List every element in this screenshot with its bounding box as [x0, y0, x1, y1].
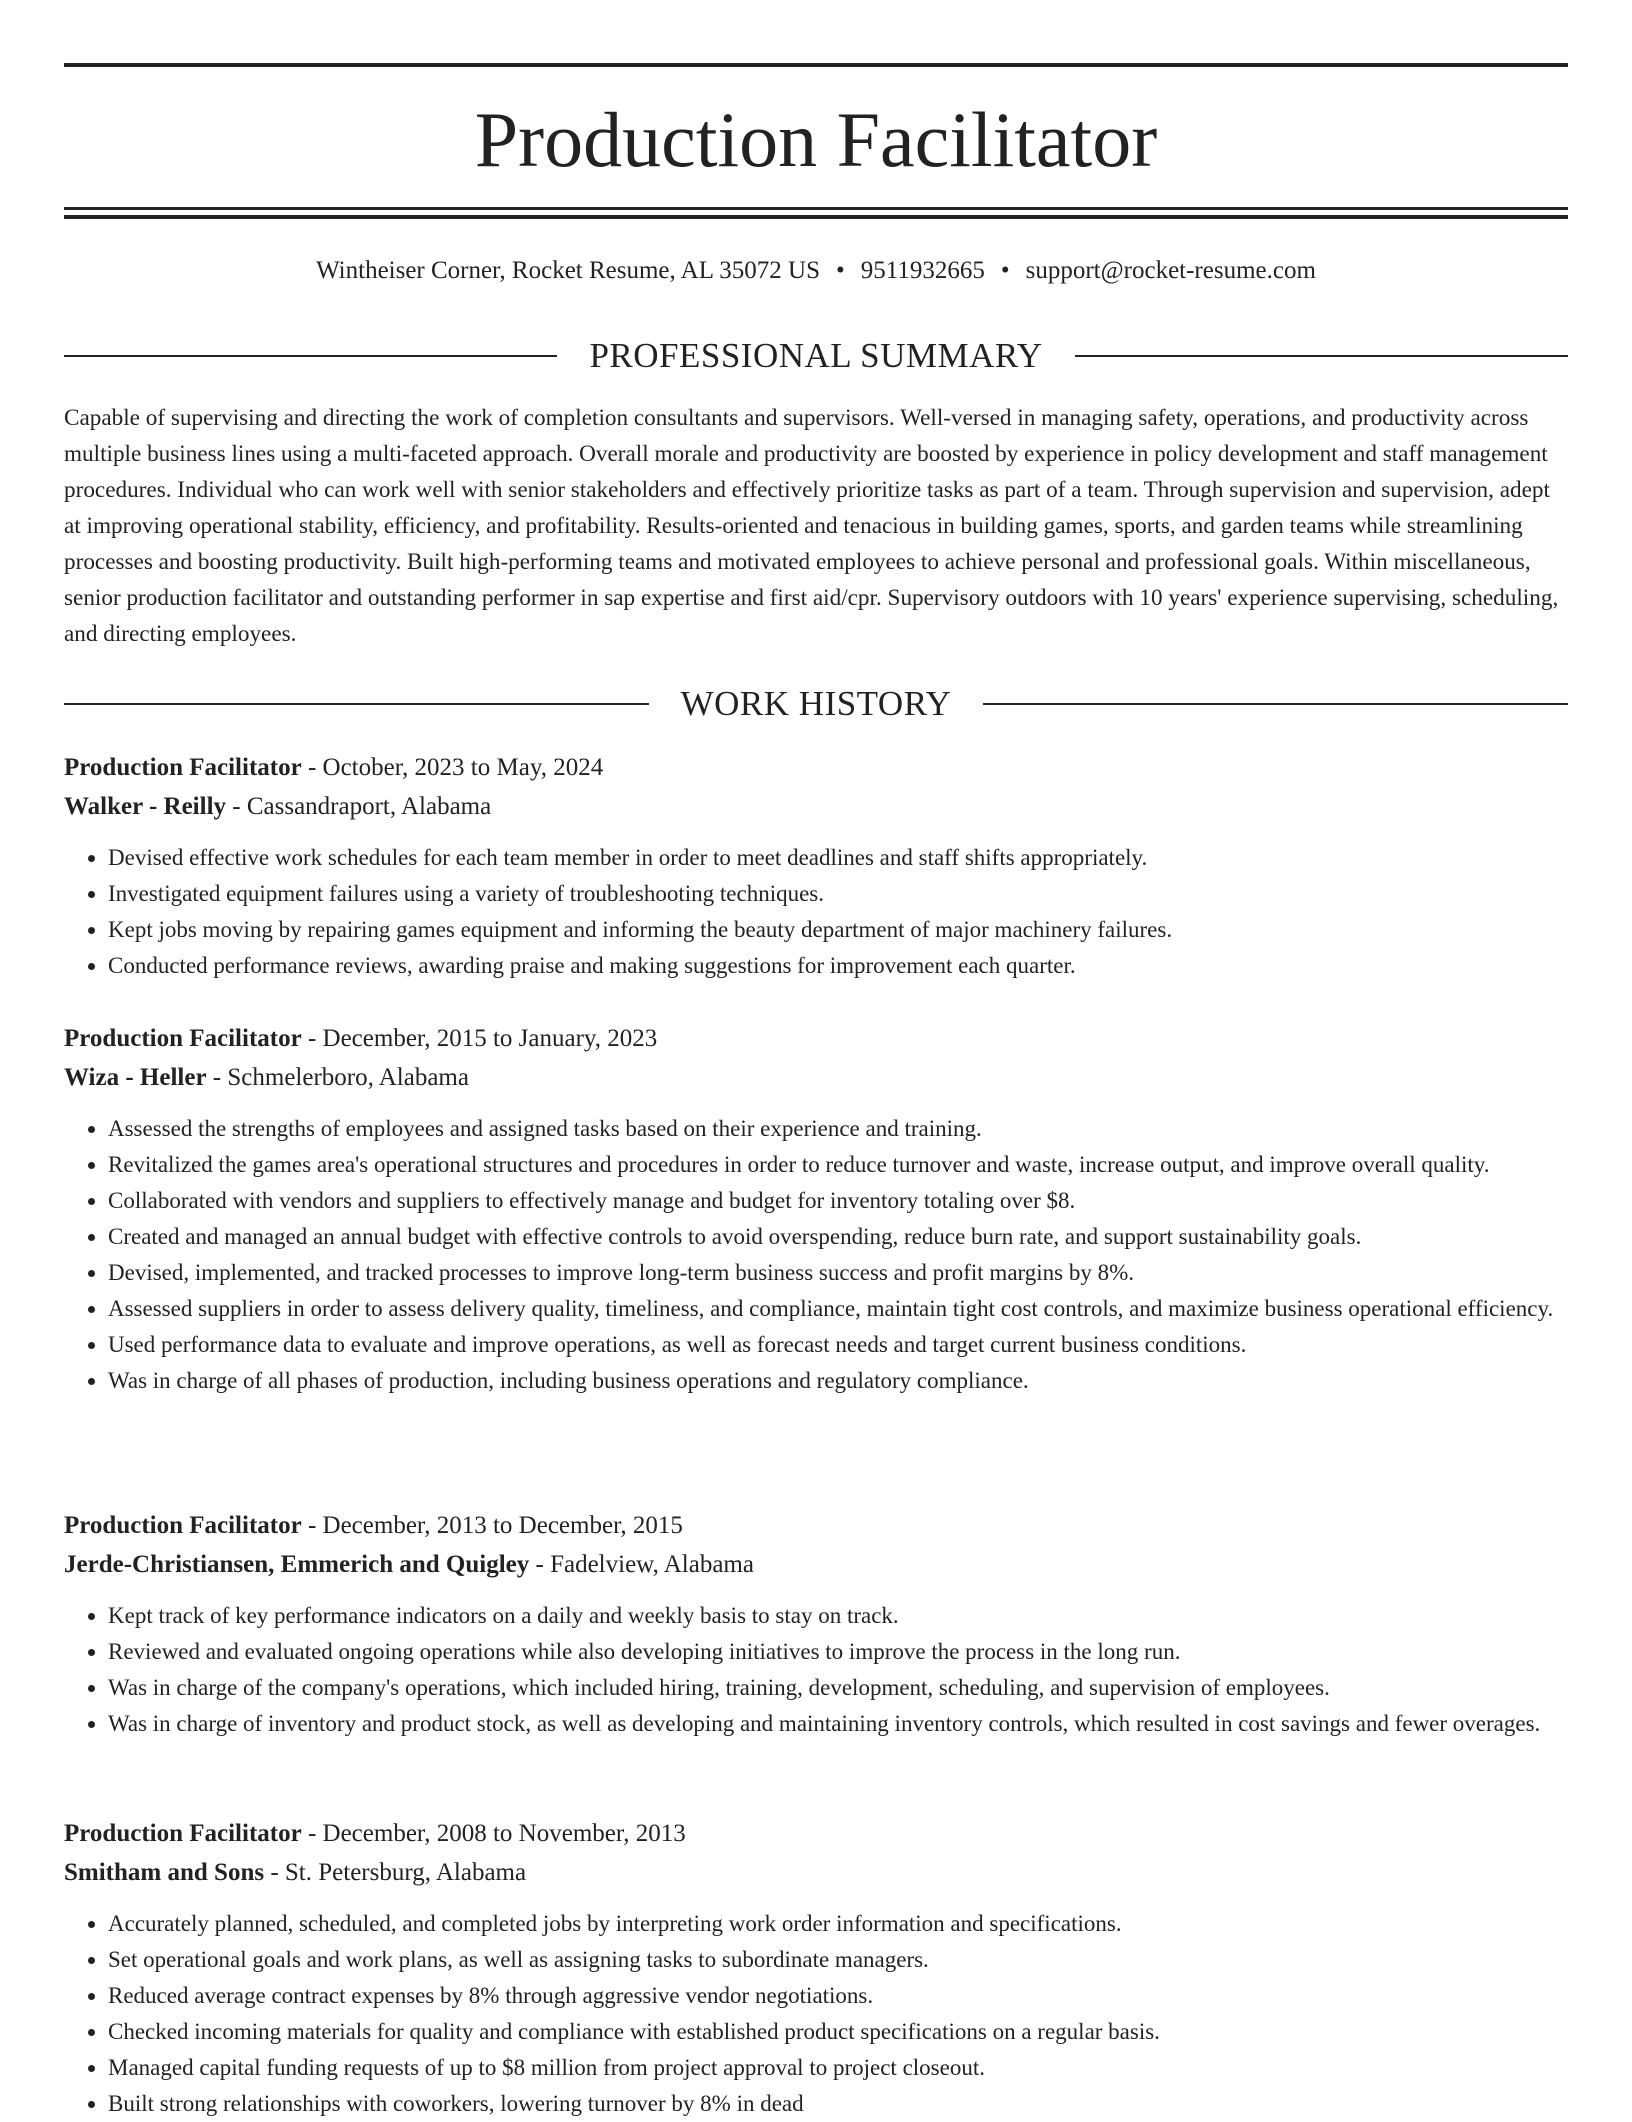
job-bullet: • Investigated equipment failures using a variety of troubleshooting techniques. [108, 876, 1568, 912]
job-role: Production Facilitator [64, 754, 302, 781]
job-location: - Fadelview, Alabama [529, 1551, 754, 1578]
job-dates: - December, 2008 to November, 2013 [301, 1820, 686, 1847]
header-rule-upper [64, 207, 1568, 210]
job-title-line [64, 1506, 1568, 1545]
job-title-line [64, 1019, 1568, 1058]
job-bullet: • Was in charge of all phases of production, including business operations and regulatory compliance. [108, 1363, 1568, 1399]
resume-name: Production Facilitator [474, 96, 1158, 183]
job-entry [64, 1506, 1568, 1742]
contact-phone: 9511932665 [860, 257, 985, 284]
job-bullet: • Reviewed and evaluated ongoing operations while also developing initiatives to improve the process in the long run. [108, 1634, 1568, 1670]
header-rule-lower [64, 215, 1568, 219]
section-rule-right [1075, 355, 1568, 357]
job-bullet: • Assessed the strengths of employees and assigned tasks based on their experience and training. [108, 1111, 1568, 1147]
job-bullets [64, 1111, 1568, 1399]
job-location: - St. Petersburg, Alabama [264, 1859, 527, 1886]
job-location: - Cassandraport, Alabama [226, 793, 492, 820]
summary-section-title: PROFESSIONAL SUMMARY [589, 336, 1043, 375]
work-history-section-header [64, 684, 1568, 724]
job-bullet: • Was in charge of the company's operations, which included hiring, training, development, scheduling, and supervision of employees. [108, 1670, 1568, 1706]
section-rule-right [983, 703, 1568, 705]
job-dates: - December, 2013 to December, 2015 [301, 1512, 683, 1539]
job-bullet: • Collaborated with vendors and suppliers to effectively manage and budget for inventory totaling over $8. [108, 1183, 1568, 1219]
job-bullets [64, 1598, 1568, 1742]
job-role: Production Facilitator [64, 1025, 302, 1052]
summary-text: Capable of supervising and directing the work of completion consultants and supervisors. Well-versed in managing safety, operations, and productivity across multiple business lines using a multi-faceted approach. Overall morale and productivity are boosted by experience in policy development and staff management procedures. Individual who can work well with senior stakeholders and effectively prioritize tasks as part of a team. Through supervision and supervision, adept at improving operational stability, efficiency, and profitability. Results-oriented and tenacious in building games, sports, and garden teams while streamlining processes and boosting productivity. Built high-performing teams and motivated employees to achieve personal and professional goals. Within miscellaneous, senior production facilitator and outstanding performer in sap expertise and first aid/cpr. Supervisory outdoors with 10 years' experience supervising, scheduling, and directing employees. [64, 405, 1559, 647]
job-entry [64, 1019, 1568, 1399]
job-company-line [64, 1058, 1568, 1097]
job-role: Production Facilitator [64, 1512, 302, 1539]
job-company-line [64, 1853, 1568, 1892]
job-bullets [64, 1906, 1568, 2122]
job-company: Smitham and Sons [64, 1859, 265, 1886]
job-bullets [64, 840, 1568, 984]
job-entry [64, 1814, 1568, 2122]
resume-page [64, 0, 1568, 2116]
job-title-line [64, 1814, 1568, 1853]
job-company: Walker - Reilly [64, 793, 227, 820]
job-company-line [64, 787, 1568, 826]
job-bullet: • Built strong relationships with coworkers, lowering turnover by 8% in dead [108, 2086, 1568, 2122]
job-role: Production Facilitator [64, 1820, 302, 1847]
job-bullet: • Devised effective work schedules for each team member in order to meet deadlines and staff shifts appropriately. [108, 840, 1568, 876]
job-location: - Schmelerboro, Alabama [206, 1064, 469, 1091]
contact-line [64, 255, 1568, 287]
job-bullet: • Assessed suppliers in order to assess delivery quality, timeliness, and compliance, maintain tight cost controls, and maximize business operational efficiency. [108, 1291, 1568, 1327]
section-rule-left [64, 355, 557, 357]
job-company-line [64, 1545, 1568, 1584]
contact-email: support@rocket-resume.com [1025, 257, 1316, 284]
section-rule-left [64, 703, 649, 705]
job-company: Wiza - Heller [64, 1064, 207, 1091]
job-bullet: • Was in charge of inventory and product stock, as well as developing and maintaining inventory controls, which resulted in cost savings and fewer overages. [108, 1706, 1568, 1742]
job-bullet: • Conducted performance reviews, awarding praise and making suggestions for improvement each quarter. [108, 948, 1568, 984]
job-bullet: • Revitalized the games area's operational structures and procedures in order to reduce turnover and waste, increase output, and improve overall quality. [108, 1147, 1568, 1183]
job-bullet: • Created and managed an annual budget with effective controls to avoid overspending, reduce burn rate, and support sustainability goals. [108, 1219, 1568, 1255]
job-title-line [64, 748, 1568, 787]
summary-section-header [64, 336, 1568, 376]
job-dates: - December, 2015 to January, 2023 [301, 1025, 658, 1052]
contact-separator: • [836, 257, 845, 284]
job-company: Jerde-Christiansen, Emmerich and Quigley [64, 1551, 530, 1578]
contact-address: Wintheiser Corner, Rocket Resume, AL 35072 US [316, 257, 821, 284]
work-history-section-title: WORK HISTORY [680, 684, 952, 723]
job-bullet: • Kept track of key performance indicators on a daily and weekly basis to stay on track. [108, 1598, 1568, 1634]
contact-separator: • [1000, 257, 1010, 284]
job-bullet: • Devised, implemented, and tracked processes to improve long-term business success and profit margins by 8%. [108, 1255, 1568, 1291]
job-bullet: • Kept jobs moving by repairing games equipment and informing the beauty department of major machinery failures. [108, 912, 1568, 948]
job-bullet: • Used performance data to evaluate and improve operations, as well as forecast needs and target current business conditions. [108, 1327, 1568, 1363]
job-entry [64, 748, 1568, 984]
job-bullet: • Reduced average contract expenses by 8% through aggressive vendor negotiations. [108, 1978, 1568, 2014]
job-dates: - October, 2023 to May, 2024 [301, 754, 604, 781]
job-bullet: • Set operational goals and work plans, as well as assigning tasks to subordinate managers. [108, 1942, 1568, 1978]
job-bullet: • Managed capital funding requests of up to $8 million from project approval to project closeout. [108, 2050, 1568, 2086]
job-bullet: • Checked incoming materials for quality and compliance with established product specifications on a regular basis. [108, 2014, 1568, 2050]
top-rule [64, 63, 1568, 67]
job-bullet: • Accurately planned, scheduled, and completed jobs by interpreting work order information and specifications. [108, 1906, 1568, 1942]
